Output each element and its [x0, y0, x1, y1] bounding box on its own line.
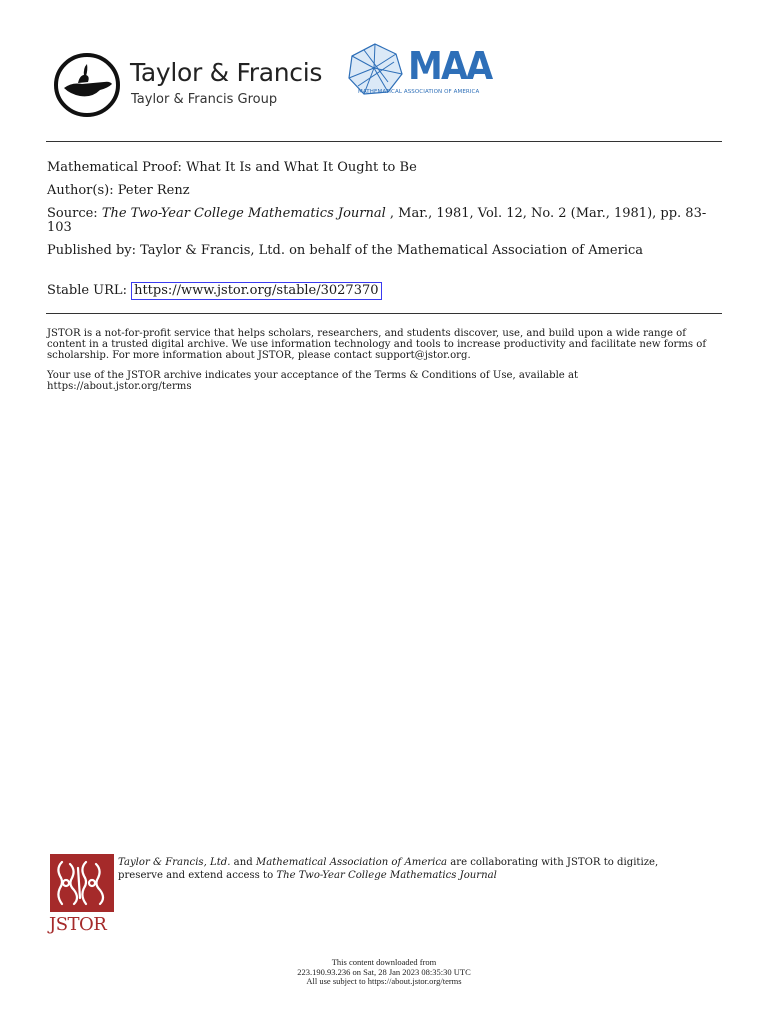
- jstor-emblem-icon: [50, 854, 114, 912]
- download-line-2: 223.190.93.236 on Sat, 28 Jan 2023 08:35:30 UTC: [297, 966, 471, 977]
- tf-name: Taylor & Francis: [130, 58, 323, 87]
- oil-lamp-icon: [52, 52, 122, 118]
- stable-url-line: [47, 282, 727, 300]
- download-line-1: This content downloaded from: [331, 957, 437, 967]
- jstor-wordmark: JSTOR: [49, 914, 107, 935]
- source-details: , Mar., 1981, Vol. 12, No. 2 (Mar., 1981), pp. 83-103: [47, 206, 707, 235]
- collab-publisher-1: Taylor & Francis, Ltd.: [118, 857, 231, 868]
- download-stamp: [0, 958, 768, 987]
- header-divider: [46, 141, 722, 142]
- stable-url-link[interactable]: https://www.jstor.org/stable/3027370: [131, 282, 381, 300]
- stable-url-label: Stable URL:: [47, 283, 132, 298]
- article-authors: Author(s): Peter Renz: [47, 183, 190, 198]
- tf-group: Taylor & Francis Group: [131, 92, 278, 107]
- collab-middle: are collaborating with JSTOR to digitize, preserve and extend access to: [118, 857, 659, 881]
- collab-publisher-2: Mathematical Association of America: [255, 857, 448, 868]
- jstor-info-paragraph: JSTOR is a not-for-profit service that helps scholars, researchers, and students discover, use, and build upon a wide range of content in a trusted digital archive. We use information technology and tools to increase productivity and facilitate new forms of scholarship. For more information about JSTOR, please contact support@jstor.org.: [47, 328, 707, 361]
- taylor-francis-logo: [52, 50, 342, 120]
- collab-and: and: [230, 857, 256, 868]
- source-journal: The Two-Year College Mathematics Journal: [101, 206, 386, 221]
- maa-letters: MAA: [408, 44, 492, 88]
- source-prefix: Source:: [47, 206, 102, 221]
- collaboration-statement: [118, 856, 678, 882]
- metadata-divider: [46, 313, 722, 314]
- terms-paragraph: Your use of the JSTOR archive indicates your acceptance of the Terms & Conditions of Use, available at https://about.jstor.org/terms: [47, 370, 579, 392]
- article-publisher: Published by: Taylor & Francis, Ltd. on behalf of the Mathematical Association of America: [47, 243, 644, 258]
- maa-tagline: MATHEMATICAL ASSOCIATION OF AMERICA: [358, 89, 480, 95]
- collab-journal: The Two-Year College Mathematics Journal: [276, 870, 497, 881]
- article-source: [47, 207, 719, 235]
- maa-logo: [344, 42, 494, 102]
- article-title: Mathematical Proof: What It Is and What It Ought to Be: [47, 160, 417, 175]
- download-line-3: All use subject to https://about.jstor.org/terms: [306, 976, 462, 986]
